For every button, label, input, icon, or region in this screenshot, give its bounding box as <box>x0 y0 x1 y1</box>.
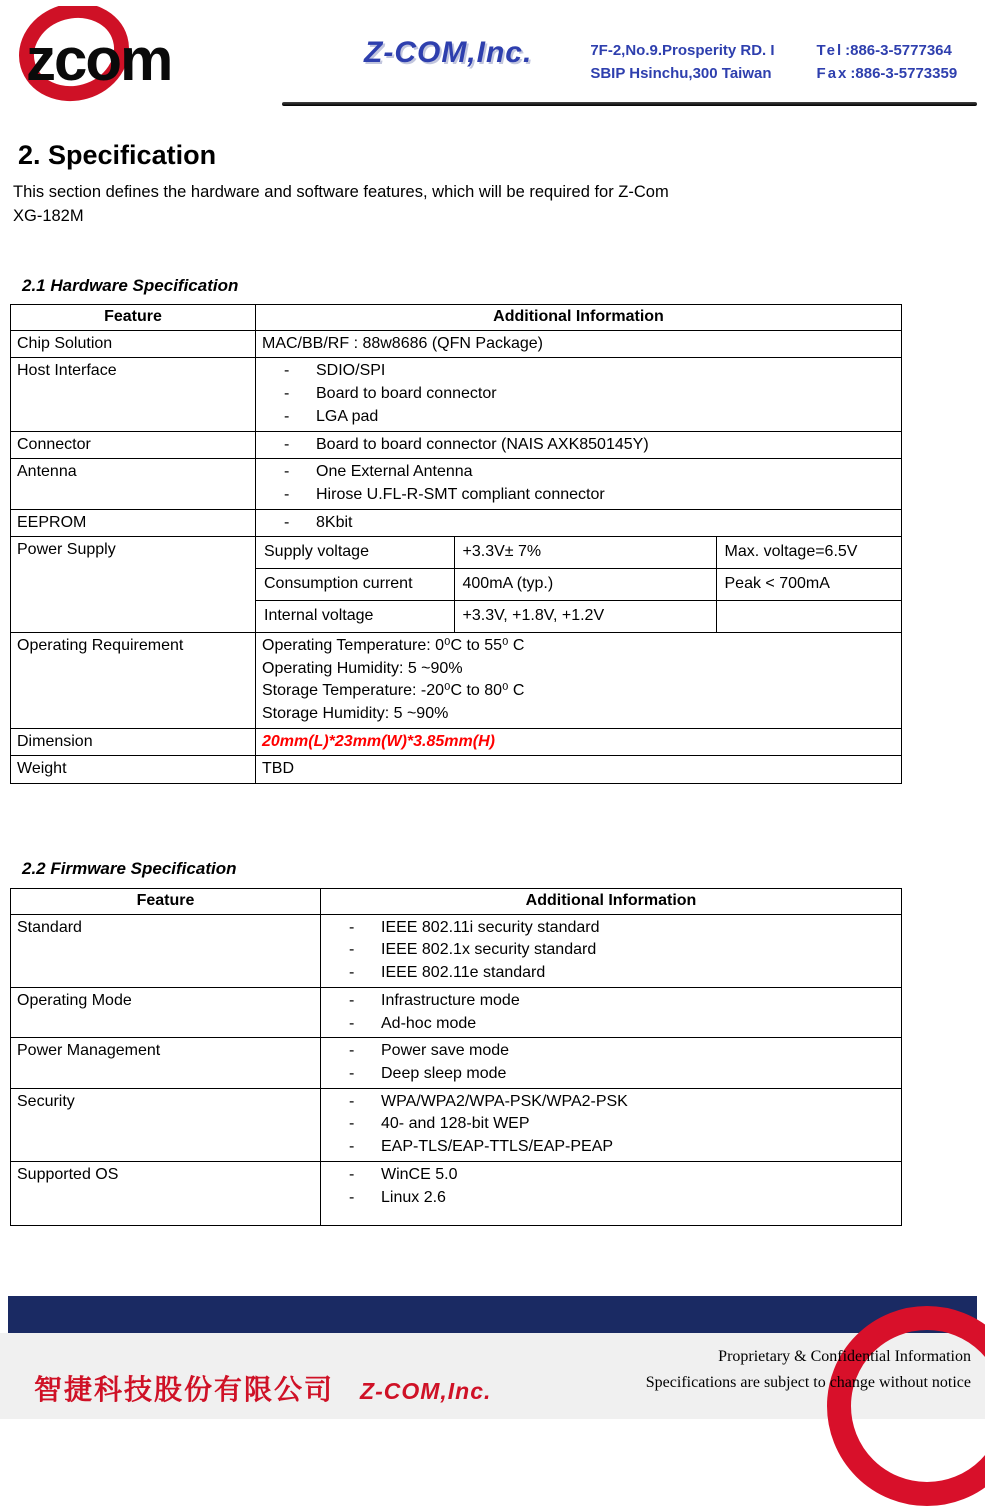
bullet-text: Linux 2.6 <box>381 1188 446 1206</box>
bullet-dash: - <box>284 486 290 504</box>
bullet-dash: - <box>284 435 290 453</box>
bullet-item <box>262 360 895 383</box>
bullet-text: IEEE 802.11e standard <box>381 964 546 982</box>
info-cell <box>256 431 902 459</box>
column-header-feature: Feature <box>11 305 256 331</box>
zcom-logo <box>10 6 282 110</box>
feature-cell: Connector <box>11 431 256 459</box>
footer-legal-line-1: Proprietary & Confidential Information <box>718 1348 971 1365</box>
fax-label: Fax <box>816 64 849 82</box>
bullet-dash: - <box>349 1042 355 1060</box>
bullet-text: WinCE 5.0 <box>381 1165 458 1183</box>
table-row <box>11 1038 902 1088</box>
subtable-cell: 400mA (typ.) <box>454 569 716 601</box>
bullet-text: 40- and 128-bit WEP <box>381 1115 530 1133</box>
firmware-spec-table <box>10 888 902 1226</box>
footer-company-english: Z-COM,Inc. <box>360 1378 492 1404</box>
company-address <box>590 40 774 85</box>
feature-cell: Antenna <box>11 459 256 509</box>
bullet-dash: - <box>284 463 290 481</box>
feature-cell: Operating Mode <box>11 987 321 1037</box>
bullet-dash: - <box>349 941 355 959</box>
subtable-cell: +3.3V± 7% <box>454 537 716 568</box>
bullet-text: WPA/WPA2/WPA-PSK/WPA2-PSK <box>381 1092 628 1110</box>
fax-line <box>817 63 958 86</box>
info-cell <box>321 914 902 987</box>
bullet-dash: - <box>284 362 290 380</box>
info-cell <box>321 1038 902 1088</box>
bullet-text: SDIO/SPI <box>316 362 386 380</box>
bullet-text: LGA pad <box>316 407 379 425</box>
page-title: 2. Specification <box>18 140 217 170</box>
company-telfax <box>817 40 958 85</box>
bullet-item <box>327 962 895 985</box>
table-row <box>256 601 901 632</box>
footer-company <box>34 1368 491 1408</box>
table-row <box>11 1161 902 1225</box>
feature-cell: EEPROM <box>11 509 256 537</box>
bullet-dash: - <box>349 991 355 1009</box>
bullet-text: Hirose U.FL-R-SMT compliant connector <box>316 486 605 504</box>
table-row <box>11 756 902 784</box>
bullet-text: IEEE 802.11i security standard <box>381 918 600 936</box>
bullet-item <box>327 1136 895 1159</box>
hardware-spec-table <box>10 304 902 784</box>
bullet-dash: - <box>349 918 355 936</box>
table-row <box>11 914 902 987</box>
bullet-item <box>262 406 895 429</box>
bullet-text: Deep sleep mode <box>381 1065 507 1083</box>
feature-cell: Supported OS <box>11 1161 321 1225</box>
header-divider-rule <box>282 102 977 106</box>
bullet-item <box>262 383 895 406</box>
footer-legal-text <box>646 1344 971 1397</box>
subtable-cell: Supply voltage <box>256 537 454 568</box>
column-header-info: Additional Information <box>321 889 902 915</box>
bullet-text: Ad-hoc mode <box>381 1014 477 1032</box>
bullet-item <box>327 939 895 962</box>
column-header-feature: Feature <box>11 889 321 915</box>
bullet-text: Infrastructure mode <box>381 991 520 1009</box>
table-row <box>11 632 902 728</box>
firmware-section-heading: 2.2 Firmware Specification <box>22 859 237 878</box>
logo-text: zcom <box>26 26 172 93</box>
page-header <box>10 6 985 118</box>
tel-label: Tel <box>816 42 844 59</box>
zcom-logo-graphic <box>10 6 282 110</box>
subtable-cell: Peak < 700mA <box>716 569 901 601</box>
table-row <box>11 509 902 537</box>
info-cell <box>321 1161 902 1225</box>
intro-line-2: XG-182M <box>13 206 84 225</box>
address-line-2: SBIP Hsinchu,300 Taiwan <box>590 64 772 82</box>
subtable-cell: Consumption current <box>256 569 454 601</box>
bullet-dash: - <box>284 407 290 425</box>
footer-navy-bar <box>8 1296 977 1333</box>
bullet-item <box>327 1063 895 1086</box>
company-name: Z-COM,Inc. <box>364 36 533 69</box>
feature-cell: Chip Solution <box>11 330 256 358</box>
bullet-item <box>327 990 895 1013</box>
bullet-item <box>262 434 895 457</box>
subtable-cell: Internal voltage <box>256 601 454 632</box>
dimension-value: 20mm(L)*23mm(W)*3.85mm(H) <box>262 732 495 750</box>
feature-cell: Weight <box>11 756 256 784</box>
table-row <box>256 569 901 601</box>
tel-line <box>817 40 958 63</box>
info-cell <box>256 358 902 431</box>
feature-cell: Power Management <box>11 1038 321 1088</box>
table-row <box>11 431 902 459</box>
column-header-info: Additional Information <box>256 305 902 331</box>
intro-line-1: This section defines the hardware and software features, which will be required for Z-Com <box>13 183 669 201</box>
bullet-item <box>327 1091 895 1114</box>
bullet-dash: - <box>284 385 290 403</box>
feature-cell: Power Supply <box>11 537 256 632</box>
fax-value: :886-3-5773359 <box>850 64 958 82</box>
subtable-cell: Max. voltage=6.5V <box>716 537 901 568</box>
bullet-text: EAP-TLS/EAP-TTLS/EAP-PEAP <box>381 1138 614 1156</box>
bullet-item <box>262 484 895 507</box>
bullet-dash: - <box>349 1188 355 1206</box>
footer-legal-line-2: Specifications are subject to change without notice <box>645 1374 971 1392</box>
bullet-dash: - <box>349 1065 355 1083</box>
bullet-item <box>327 1013 895 1036</box>
power-supply-subtable <box>256 537 901 631</box>
feature-cell: Host Interface <box>11 358 256 431</box>
info-cell <box>256 509 902 537</box>
table-row <box>256 537 901 568</box>
bullet-dash: - <box>349 1138 355 1156</box>
info-cell: TBD <box>256 756 902 784</box>
bullet-dash: - <box>349 1014 355 1032</box>
table-header-row <box>11 889 902 915</box>
footer-company-chinese: 智捷科技股份有限公司 <box>34 1374 335 1405</box>
bullet-text: IEEE 802.1x security standard <box>381 941 597 959</box>
bullet-item <box>327 1040 895 1063</box>
bullet-text: 8Kbit <box>316 513 353 531</box>
requirement-line: Storage Temperature: -20⁰C to 80⁰ C <box>262 682 525 700</box>
bullet-text: Board to board connector <box>316 385 497 403</box>
bullet-dash: - <box>284 513 290 531</box>
feature-cell: Operating Requirement <box>11 632 256 728</box>
bullet-dash: - <box>349 1165 355 1183</box>
bullet-dash: - <box>349 964 355 982</box>
hardware-section-heading: 2.1 Hardware Specification <box>22 276 239 295</box>
info-cell <box>321 1088 902 1161</box>
bullet-item <box>327 1164 895 1187</box>
subtable-cell: +3.3V, +1.8V, +1.2V <box>454 601 716 632</box>
feature-cell: Standard <box>11 914 321 987</box>
bullet-item <box>327 917 895 940</box>
info-cell: MAC/BB/RF : 88w8686 (QFN Package) <box>256 330 902 358</box>
bullet-text: Board to board connector (NAIS AXK850145Y) <box>316 435 649 453</box>
bullet-dash: - <box>349 1092 355 1110</box>
table-row <box>11 1088 902 1161</box>
info-cell <box>256 537 902 632</box>
requirement-line: Storage Humidity: 5 ~90% <box>262 705 449 723</box>
bullet-item <box>262 461 895 484</box>
info-cell <box>256 728 902 756</box>
bullet-dash: - <box>349 1115 355 1133</box>
table-row <box>11 987 902 1037</box>
bullet-text: One External Antenna <box>316 463 473 481</box>
table-row <box>11 459 902 509</box>
table-header-row <box>11 305 902 331</box>
tel-value: :886-3-5777364 <box>845 42 952 59</box>
table-row <box>11 358 902 431</box>
feature-cell: Dimension <box>11 728 256 756</box>
requirement-line: Operating Temperature: 0⁰C to 55⁰ C <box>262 636 525 654</box>
info-cell <box>321 987 902 1037</box>
table-row <box>11 537 902 632</box>
requirement-line: Operating Humidity: 5 ~90% <box>262 659 463 677</box>
intro-paragraph <box>13 181 669 229</box>
info-cell <box>256 632 902 728</box>
info-cell <box>256 459 902 509</box>
address-line-1: 7F-2,No.9.Prosperity RD. I <box>590 42 775 59</box>
table-row <box>11 330 902 358</box>
subtable-cell <box>716 601 901 632</box>
table-row <box>11 728 902 756</box>
bullet-text: Power save mode <box>381 1042 510 1060</box>
bullet-item <box>327 1113 895 1136</box>
feature-cell: Security <box>11 1088 321 1161</box>
bullet-item <box>327 1187 895 1210</box>
bullet-item <box>262 512 895 535</box>
